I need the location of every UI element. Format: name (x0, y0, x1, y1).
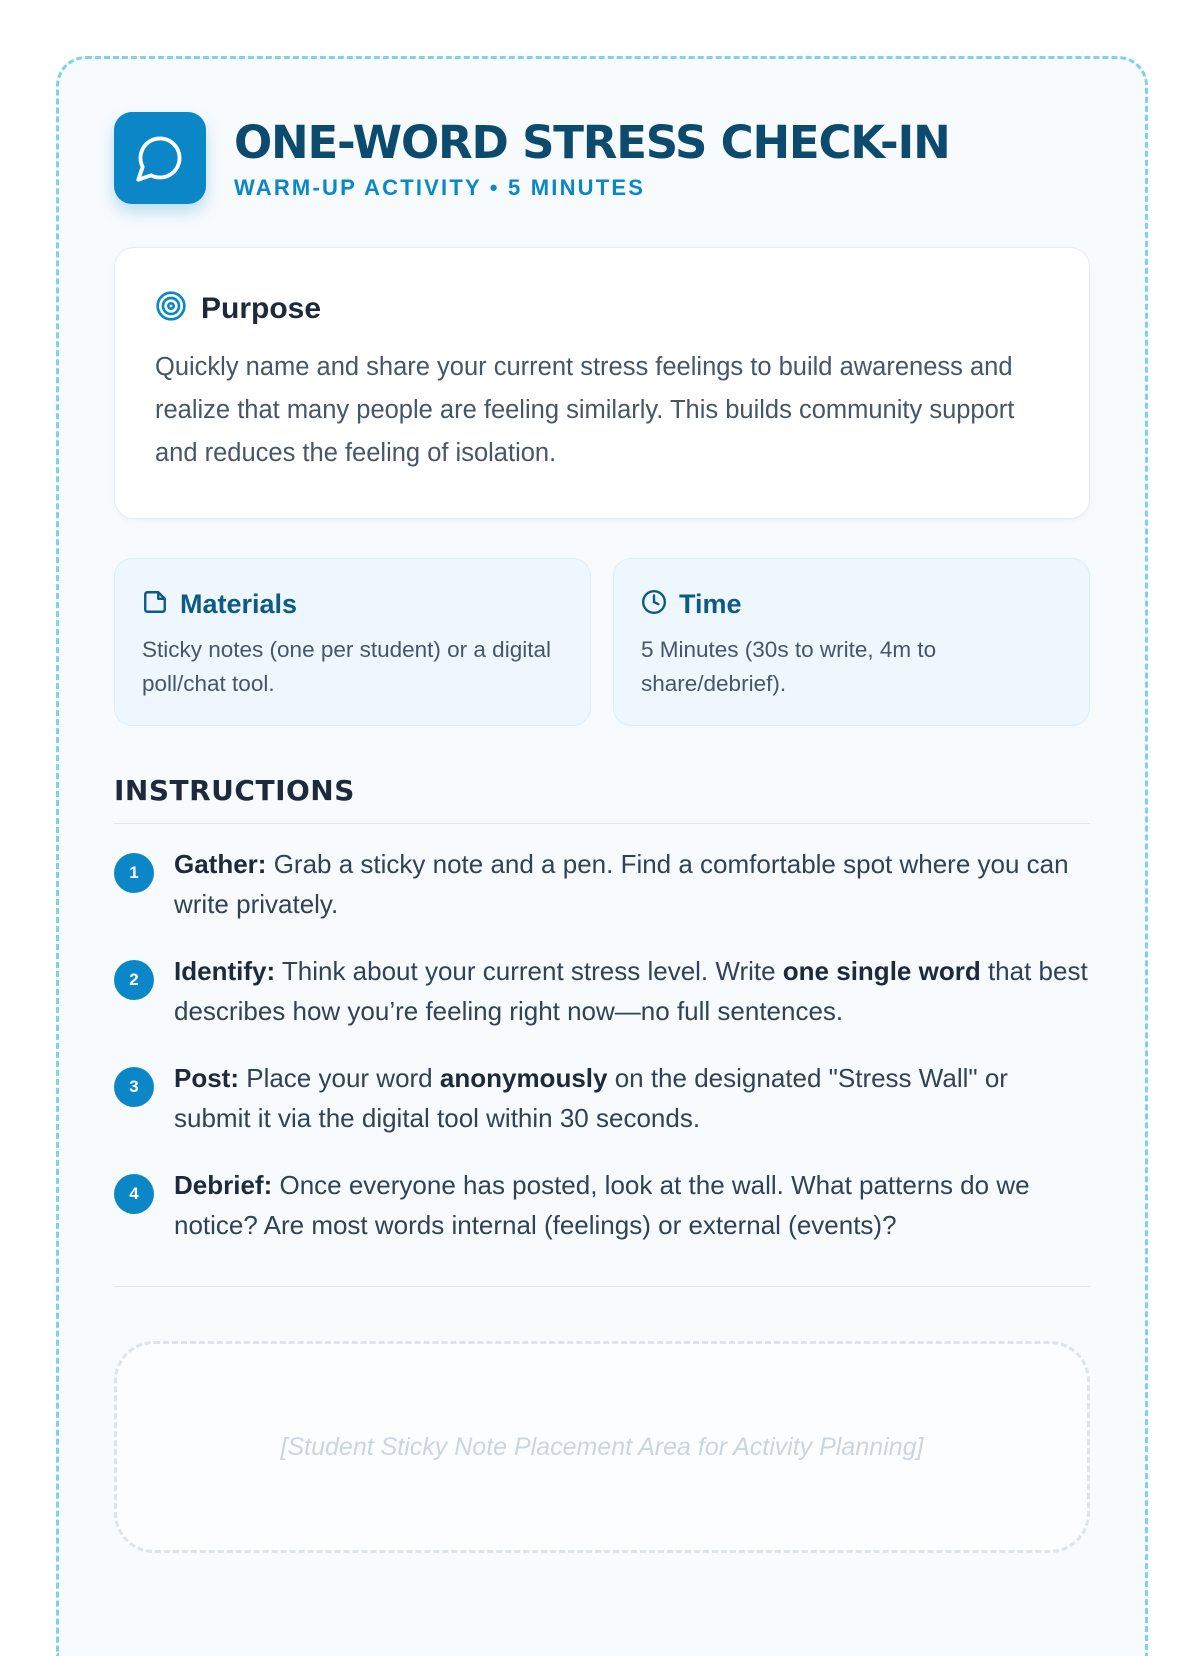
instruction-list (114, 844, 1090, 1272)
step-body: Once everyone has posted, look at the wall. What patterns do we notice? Are most words internal (feelings) or external (events)? (174, 1170, 1030, 1240)
target-icon (155, 290, 187, 327)
instruction-step (114, 951, 1090, 1058)
time-title: Time (679, 589, 742, 619)
step-text (174, 1165, 1090, 1245)
step-body: Think about your current stress level. Write (275, 956, 783, 986)
step-number-badge: 2 (114, 960, 154, 1000)
chat-bubble-icon (114, 112, 206, 204)
purpose-text: Quickly name and share your current stress feelings to build awareness and realize that many people are feeling similarly. This builds community support and reduces the feeling of isolation. (155, 353, 1015, 467)
placeholder-text: [Student Sticky Note Placement Area for Activity Planning] (280, 1432, 924, 1461)
step-label: Post: (174, 1063, 239, 1093)
instructions-heading: INSTRUCTIONS (114, 774, 355, 807)
purpose-card (114, 247, 1090, 519)
divider (114, 823, 1090, 824)
step-label: Debrief: (174, 1170, 273, 1200)
step-emphasis: one single word (782, 956, 981, 986)
step-number-badge: 4 (114, 1174, 154, 1214)
divider (114, 1286, 1090, 1287)
time-text: 5 Minutes (30s to write, 4m to share/debrief). (641, 637, 937, 696)
step-number-badge: 1 (114, 853, 154, 893)
step-body: that best describes how you’re feeling right now—no full sentences. (174, 956, 1088, 1026)
materials-title: Materials (180, 589, 298, 619)
step-body: on the designated "Stress Wall" or submit it via the digital tool within 30 seconds. (174, 1063, 1008, 1133)
materials-text: Sticky notes (one per student) or a digital poll/chat tool. (142, 637, 551, 696)
instruction-step (114, 1165, 1090, 1272)
purpose-title: Purpose (201, 291, 322, 325)
step-text (174, 951, 1090, 1031)
activity-header (114, 112, 1090, 204)
step-text (174, 844, 1090, 924)
step-label: Gather: (174, 849, 267, 879)
materials-card (114, 558, 591, 726)
page-title: ONE-WORD STRESS CHECK-IN (234, 116, 950, 169)
step-body: Place your word (239, 1063, 440, 1093)
sticky-note-placement-area[interactable] (114, 1341, 1090, 1553)
instruction-step (114, 844, 1090, 951)
time-card (613, 558, 1090, 726)
clock-icon (641, 589, 667, 620)
instruction-step (114, 1058, 1090, 1165)
document-icon (142, 589, 168, 620)
step-label: Identify: (174, 956, 276, 986)
page-subtitle: WARM-UP ACTIVITY • 5 MINUTES (234, 175, 646, 200)
step-text (174, 1058, 1090, 1138)
step-body: Grab a sticky note and a pen. Find a comfortable spot where you can write privately. (174, 849, 1069, 919)
step-number-badge: 3 (114, 1067, 154, 1107)
step-emphasis: anonymously (439, 1063, 608, 1093)
activity-card (56, 56, 1148, 1656)
